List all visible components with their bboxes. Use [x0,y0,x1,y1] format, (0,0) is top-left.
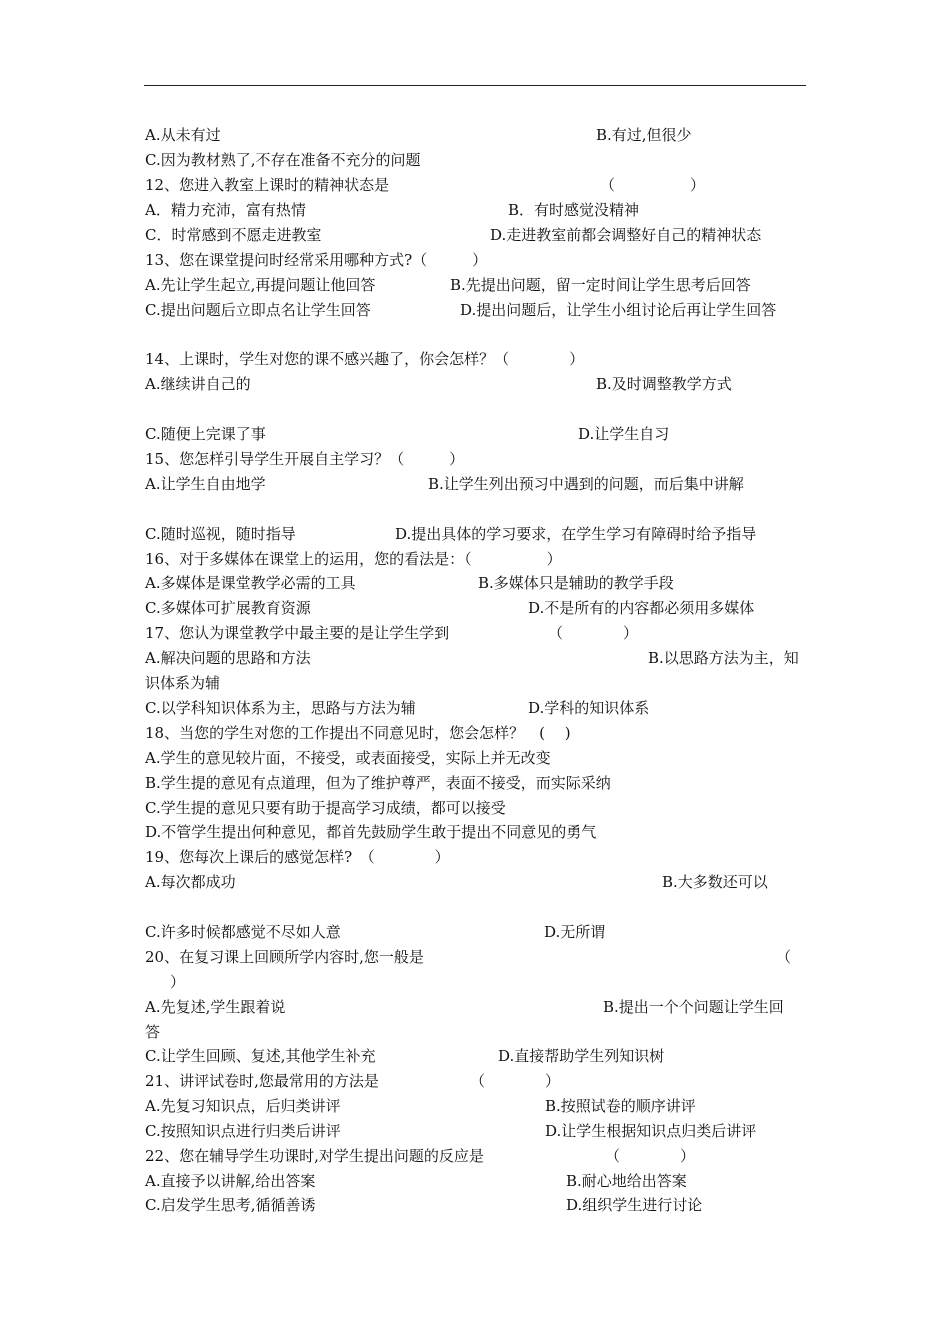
question-line: 18、当您的学生对您的工作提出不同意见时，您会怎样？ ( ) [145,724,571,742]
option-line: D.无所谓 [544,923,606,941]
option-line: A.先复述,学生跟着说 [145,998,286,1016]
option-line: B.大多数还可以 [662,873,768,891]
option-line: C.按照知识点进行归类后讲评 [145,1122,341,1140]
option-line: B．有时感觉没精神 [508,201,640,219]
answer-bracket: （ ） [470,1072,561,1090]
option-line: C.让学生回顾、复述,其他学生补充 [145,1047,376,1065]
option-line: B.按照试卷的顺序讲评 [545,1097,696,1115]
answer-bracket: （ ） [605,1147,696,1165]
question-line: 22、您在辅导学生功课时,对学生提出问题的反应是 [145,1147,484,1165]
option-line: D.不是所有的内容都必须用多媒体 [528,599,755,617]
option-line: A.直接予以讲解,给出答案 [145,1172,316,1190]
option-line: B.先提出问题，留一定时间让学生思考后回答 [450,276,751,294]
option-line: B.让学生列出预习中遇到的问题，而后集中讲解 [428,475,744,493]
option-line: D.走进教室前都会调整好自己的精神状态 [490,226,762,244]
option-line: C.以学科知识体系为主，思路与方法为辅 [145,699,416,717]
option-line: C.启发学生思考,循循善诱 [145,1196,316,1214]
answer-bracket: （ [776,948,792,966]
option-line: D.学科的知识体系 [528,699,650,717]
option-line: C.随便上完课了事 [145,425,266,443]
option-line: C.多媒体可扩展教育资源 [145,599,311,617]
option-line: D.提出问题后，让学生小组讨论后再让学生回答 [460,301,777,319]
option-line: C.许多时候都感觉不尽如人意 [145,923,341,941]
option-line: D.组织学生进行讨论 [566,1196,703,1214]
option-line: B.学生提的意见有点道理，但为了维护尊严，表面不接受，而实际采纳 [145,774,611,792]
question-line: 20、在复习课上回顾所学内容时,您一般是 [145,948,424,966]
option-line: D.让学生自习 [578,425,670,443]
option-line: A.学生的意见较片面，不接受，或表面接受，实际上并无改变 [145,749,551,767]
option-line: C.因为教材熟了,不存在准备不充分的问题 [145,151,421,169]
option-line: A.先让学生起立,再提问题让他回答 [145,276,376,294]
option-line: C.学生提的意见只要有助于提高学习成绩，都可以接受 [145,799,506,817]
option-line: A.继续讲自己的 [145,375,251,393]
option-line: C.随时巡视，随时指导 [145,525,296,543]
option-line: A.每次都成功 [145,873,236,891]
question-line: 13、您在课堂提问时经常采用哪种方式?（ ） [145,251,488,269]
option-line: D.直接帮助学生列知识树 [498,1047,665,1065]
option-line: B.耐心地给出答案 [566,1172,687,1190]
option-line: B.有过,但很少 [596,126,692,144]
option-line: B.提出一个个问题让学生回 [603,998,784,1016]
answer-bracket: （ ） [548,624,639,642]
question-line: 17、您认为课堂教学中最主要的是让学生学到 [145,624,450,642]
option-line: D.提出具体的学习要求，在学生学习有障碍时给予指导 [395,525,757,543]
option-line: D.不管学生提出何种意见，都首先鼓励学生敢于提出不同意见的勇气 [145,823,597,841]
question-line: 21、讲评试卷时,您最常用的方法是 [145,1072,379,1090]
answer-bracket: （ ） [600,176,706,194]
option-line: C.提出问题后立即点名让学生回答 [145,301,371,319]
option-line: A.让学生自由地学 [145,475,266,493]
question-line: 19、您每次上课后的感觉怎样? （ ） [145,848,450,866]
option-line: B.多媒体只是辅助的教学手段 [478,574,674,592]
option-line: D.让学生根据知识点归类后讲评 [545,1122,757,1140]
option-line: 答 [145,1023,161,1041]
question-line: 12、您进入教室上课时的精神状态是 [145,176,390,194]
question-line: 14、上课时，学生对您的课不感兴趣了，你会怎样？（ ） [145,350,585,368]
option-line: C．时常感到不愿走进教室 [145,226,322,244]
option-line: 识体系为辅 [145,674,221,692]
option-line: B.以思路方法为主，知 [648,649,799,667]
option-line: A.解决问题的思路和方法 [145,649,311,667]
question-line: 16、对于多媒体在课堂上的运用，您的看法是：（ ） [145,550,562,568]
option-line: A．精力充沛，富有热情 [145,201,306,219]
option-line: A.从未有过 [145,126,221,144]
question-line: 15、您怎样引导学生开展自主学习？（ ） [145,450,465,468]
option-line: B.及时调整教学方式 [596,375,732,393]
option-line: A.先复习知识点，后归类讲评 [145,1097,341,1115]
answer-bracket: ） [170,973,186,991]
header-rule [144,85,806,86]
option-line: A.多媒体是课堂教学必需的工具 [145,574,356,592]
